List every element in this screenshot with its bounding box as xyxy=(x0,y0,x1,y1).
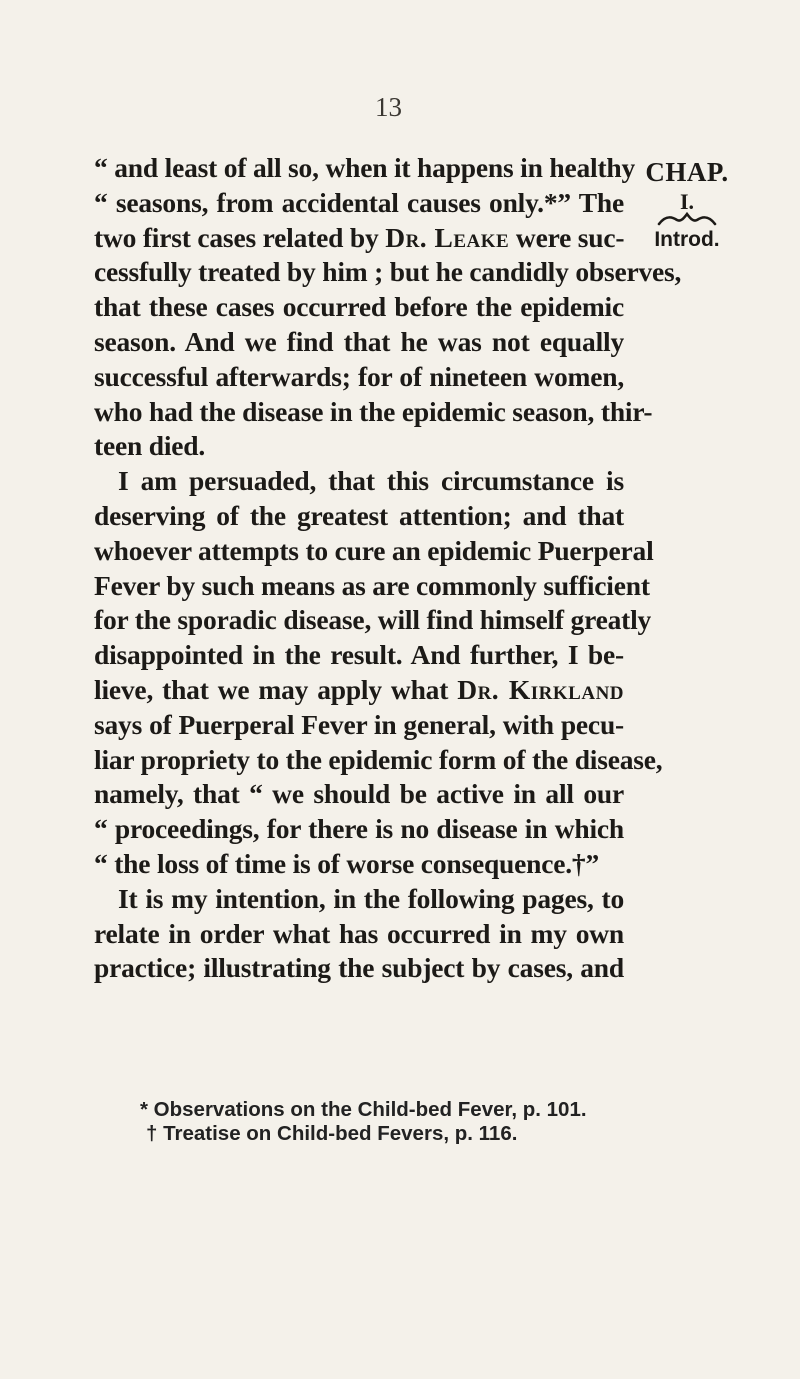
text-line-6: season. And we find that he was not equally xyxy=(94,325,624,357)
text-line-20: “ proceedings, for there is no disease in which xyxy=(94,813,624,845)
footnote-2: † Treatise on Child-bed Fevers, p. 116. xyxy=(146,1122,518,1145)
text-line-5: that these cases occurred before the epidemic xyxy=(94,291,624,323)
author-name-leake: Dr. Leake xyxy=(385,221,510,253)
text-line-16 xyxy=(94,673,624,708)
text-line-13: Fever by such means as are commonly sufficient xyxy=(94,569,650,601)
text-line-9: teen died. xyxy=(94,430,206,462)
author-name-kirkland: Dr. Kirkland xyxy=(457,673,625,705)
text-line-23: relate in order what has occurred in my own xyxy=(94,917,624,949)
text-line-7: successful afterwards; for of nineteen women, xyxy=(94,360,624,392)
text-line-1: “ and least of all so, when it happens in healthy xyxy=(94,152,636,183)
text-line-16-start: lieve, that we may apply what xyxy=(94,673,449,705)
footnote-1: * Observations on the Child-bed Fever, p. 101. xyxy=(140,1098,587,1121)
chapter-label: CHAP. xyxy=(645,157,729,187)
text-line-22: It is my intention, in the following pages, to xyxy=(118,882,624,914)
text-line-8: who had the disease in the epidemic season, thir- xyxy=(94,395,653,427)
text-line-3-start: two first cases related by xyxy=(94,221,379,253)
footnotes xyxy=(140,1098,680,1146)
text-line-3-end: were suc- xyxy=(515,221,625,253)
chapter-number: I. xyxy=(679,189,695,214)
text-line-21: “ the loss of time is of worse consequence.†” xyxy=(94,847,600,879)
text-line-4: cessfully treated by him ; but he candidly observes, xyxy=(94,256,682,288)
text-line-2: “ seasons, from accidental causes only.*” The xyxy=(94,186,624,218)
text-line-14: for the sporadic disease, will find himself greatly xyxy=(94,604,652,636)
text-line-24: practice; illustrating the subject by cases, and xyxy=(94,952,624,984)
text-line-15: disappointed in the result. And further, I be- xyxy=(94,639,624,671)
brace-ornament-icon xyxy=(657,212,717,226)
text-line-10: I am persuaded, that this circumstance is xyxy=(118,465,624,497)
margin-note xyxy=(632,156,742,254)
text-line-11: deserving of the greatest attention; and that xyxy=(94,499,624,531)
text-line-17: says of Puerperal Fever in general, with pecu- xyxy=(94,708,624,740)
text-line-12: whoever attempts to cure an epidemic Puerperal xyxy=(94,534,654,566)
text-line-3 xyxy=(94,221,624,256)
text-line-19: namely, that “ we should be active in all our xyxy=(94,778,624,810)
page-number: 13 xyxy=(375,92,402,122)
text-line-18: liar propriety to the epidemic form of the disease, xyxy=(94,743,663,775)
body-text xyxy=(94,151,682,986)
section-label: Introd. xyxy=(654,228,720,251)
